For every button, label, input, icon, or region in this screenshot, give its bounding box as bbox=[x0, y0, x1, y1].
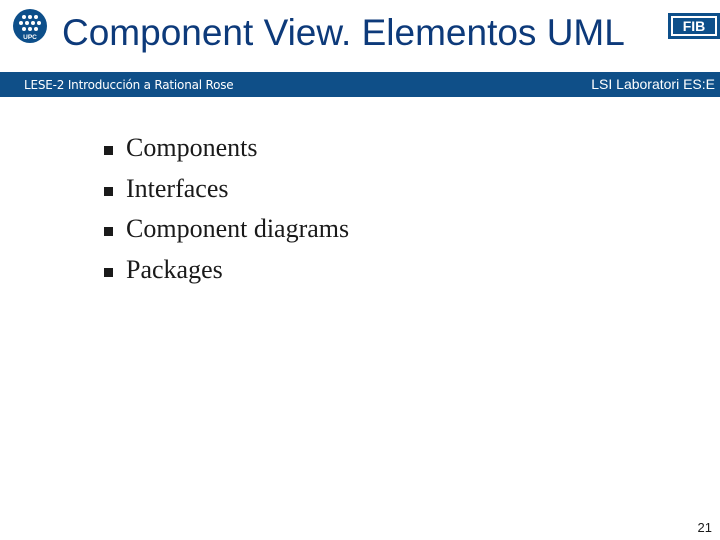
square-bullet-icon bbox=[104, 227, 113, 236]
lab-label: LSI Laboratori ES:E bbox=[591, 76, 715, 92]
slide-title: Component View. Elementos UML bbox=[62, 12, 625, 53]
bullet-text: Packages bbox=[126, 254, 223, 284]
course-label: LESE-2 Introducción a Rational Rose bbox=[24, 78, 234, 92]
page-number: 21 bbox=[697, 520, 712, 535]
square-bullet-icon bbox=[104, 146, 113, 155]
square-bullet-icon bbox=[104, 268, 113, 277]
square-bullet-icon bbox=[104, 187, 113, 196]
bullet-text: Components bbox=[126, 133, 258, 162]
fib-logo-text: FIB bbox=[682, 18, 706, 34]
bullet-text: Component diagrams bbox=[126, 214, 350, 243]
upc-logo-text: UPC bbox=[23, 34, 37, 41]
bullet-text: Interfaces bbox=[126, 173, 229, 203]
header-banner bbox=[0, 72, 720, 97]
upc-logo-icon bbox=[12, 8, 48, 44]
fib-logo-icon bbox=[668, 13, 720, 39]
